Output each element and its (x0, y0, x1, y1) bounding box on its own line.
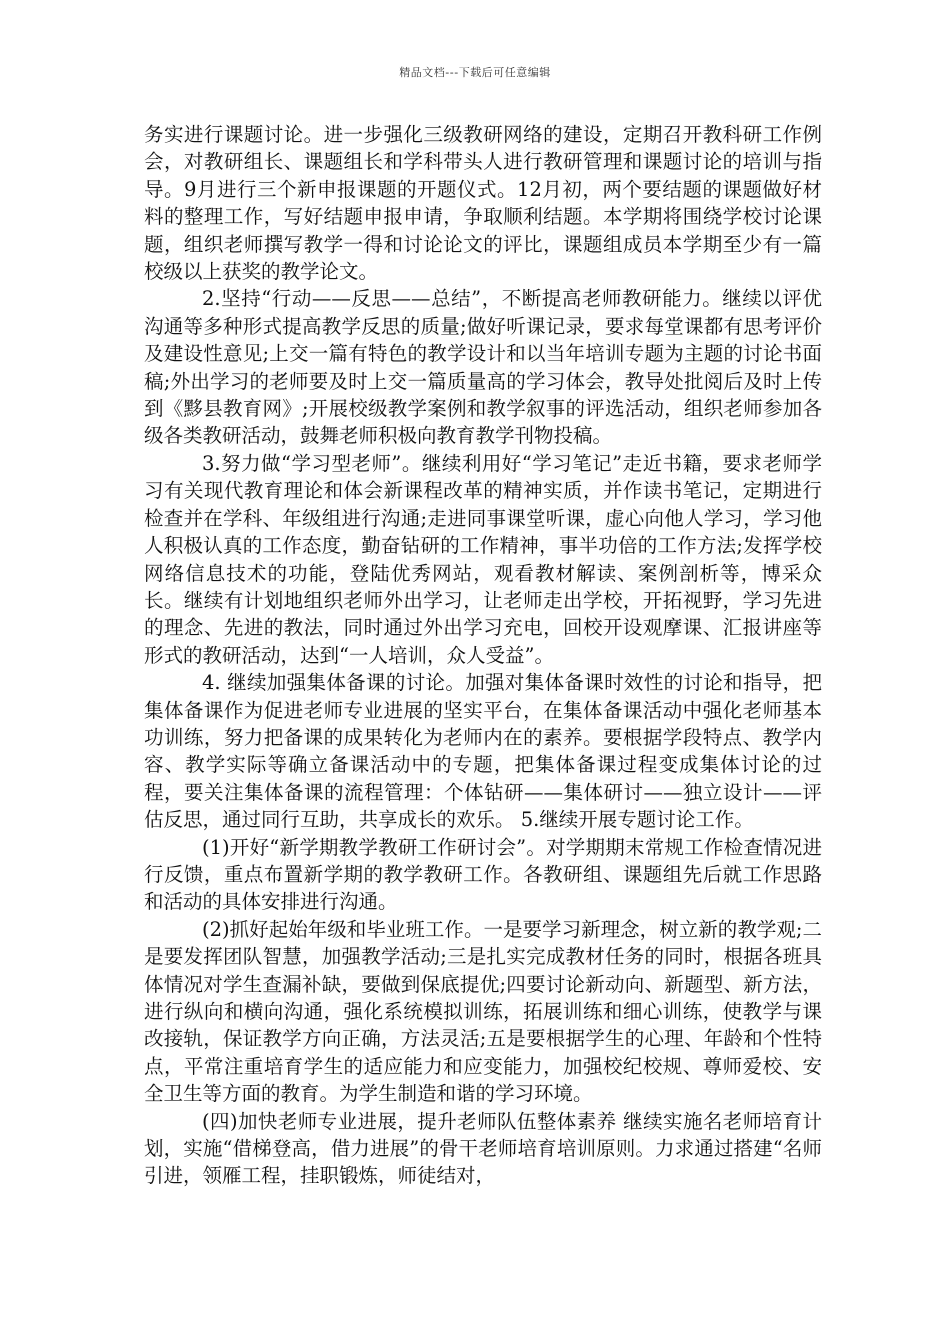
paragraph-new-term-seminar: (1)开好“新学期教学教研工作研讨会”。对学期期末常规工作检查情况进行反馈，重点布置新学期的教学教研工作。各教研组、课题组先后就工作思路和活动的具体安排进行沟通。 (144, 835, 822, 914)
paragraph-collective-lesson-prep: 4. 继续加强集体备课的讨论。加强对集体备课时效性的讨论和指导，把集体备课作为促进老师专业进展的坚实平台，在集体备课活动中强化老师基本功训练，努力把备课的成果转化为老师内在的素养。要根据学段特点、教学内容、教学实际等确立备课活动中的专题，把集体备课过程变成集体讨论的过程，要关注集体备课的流程管理：个体钻研——集体研讨——独立设计——评估反思，通过同行互助，共享成长的欢乐。 5.继续开展专题讨论工作。 (144, 671, 822, 832)
document-body (144, 121, 822, 1190)
paragraph-teacher-development: (四)加快老师专业进展，提升老师队伍整体素养 继续实施名老师培育计划，实施“借梯登高，借力进展”的骨干老师培育培训原则。力求通过搭建“名师引进，领雁工程，挂职锻炼，师徒结对， (144, 1109, 822, 1188)
paragraph-learning-teacher: 3.努力做“学习型老师”。继续利用好“学习笔记”走近书籍，要求老师学习有关现代教育理论和体会新课程改革的精神实质，并作读书笔记，定期进行检查并在学科、年级组进行沟通;走进同事课堂听课，虚心向他人学习，学习他人积极认真的工作态度，勤奋钻研的工作精神，事半功倍的工作方法;发挥学校网络信息技术的功能，登陆优秀网站，观看教材解读、案例剖析等，博采众长。继续有计划地组织老师外出学习，让老师走出学校，开拓视野，学习先进的理念、先进的教法，同时通过外出学习充电，回校开设观摩课、汇报讲座等形式的教研活动，达到“一人培训，众人受益”。 (144, 451, 822, 667)
paragraph-action-reflection: 2.坚持“行动——反思——总结”，不断提高老师教研能力。继续以评优沟通等多种形式提高教学反思的质量;做好听课记录，要求每堂课都有思考评价及建设性意见;上交一篇有特色的教学设计和以当年培训专题为主题的讨论书面稿;外出学习的老师要及时上交一篇质量高的学习体会，教导处批阅后及时上传到《黟县教育网》;开展校级教学案例和教学叙事的评选活动，组织老师参加各级各类教研活动，鼓舞老师积极向教育教学刊物投稿。 (144, 287, 822, 448)
paragraph-research-topics: 务实进行课题讨论。进一步强化三级教研网络的建设，定期召开教科研工作例会，对教研组长、课题组长和学科带头人进行教研管理和课题讨论的培训与指导。9月进行三个新申报课题的开题仪式。12月初，两个要结题的课题做好材料的整理工作，写好结题申报申请，争取顺利结题。本学期将围绕学校讨论课题，组织老师撰写教学一得和讨论论文的评比，课题组成员本学期至少有一篇校级以上获奖的教学论文。 (144, 123, 822, 284)
page-header: 精品文档---下载后可任意编辑 (399, 66, 551, 79)
paragraph-grade-classes: (2)抓好起始年级和毕业班工作。一是要学习新理念，树立新的教学观;二是要发挥团队智慧，加强教学活动;三是扎实完成教材任务的同时，根据各班具体情况对学生查漏补缺，要做到保底提优;四要讨论新动向、新题型、新方法，进行纵向和横向沟通，强化系统模拟训练，拓展训练和细心训练，使教学与课改接轨，保证教学方向正确，方法灵活;五是要根据学生的心理、年龄和个性特点，平常注重培育学生的适应能力和应变能力，加强校纪校规、尊师爱校、安全卫生等方面的教育。为学生制造和谐的学习环境。 (144, 917, 822, 1106)
